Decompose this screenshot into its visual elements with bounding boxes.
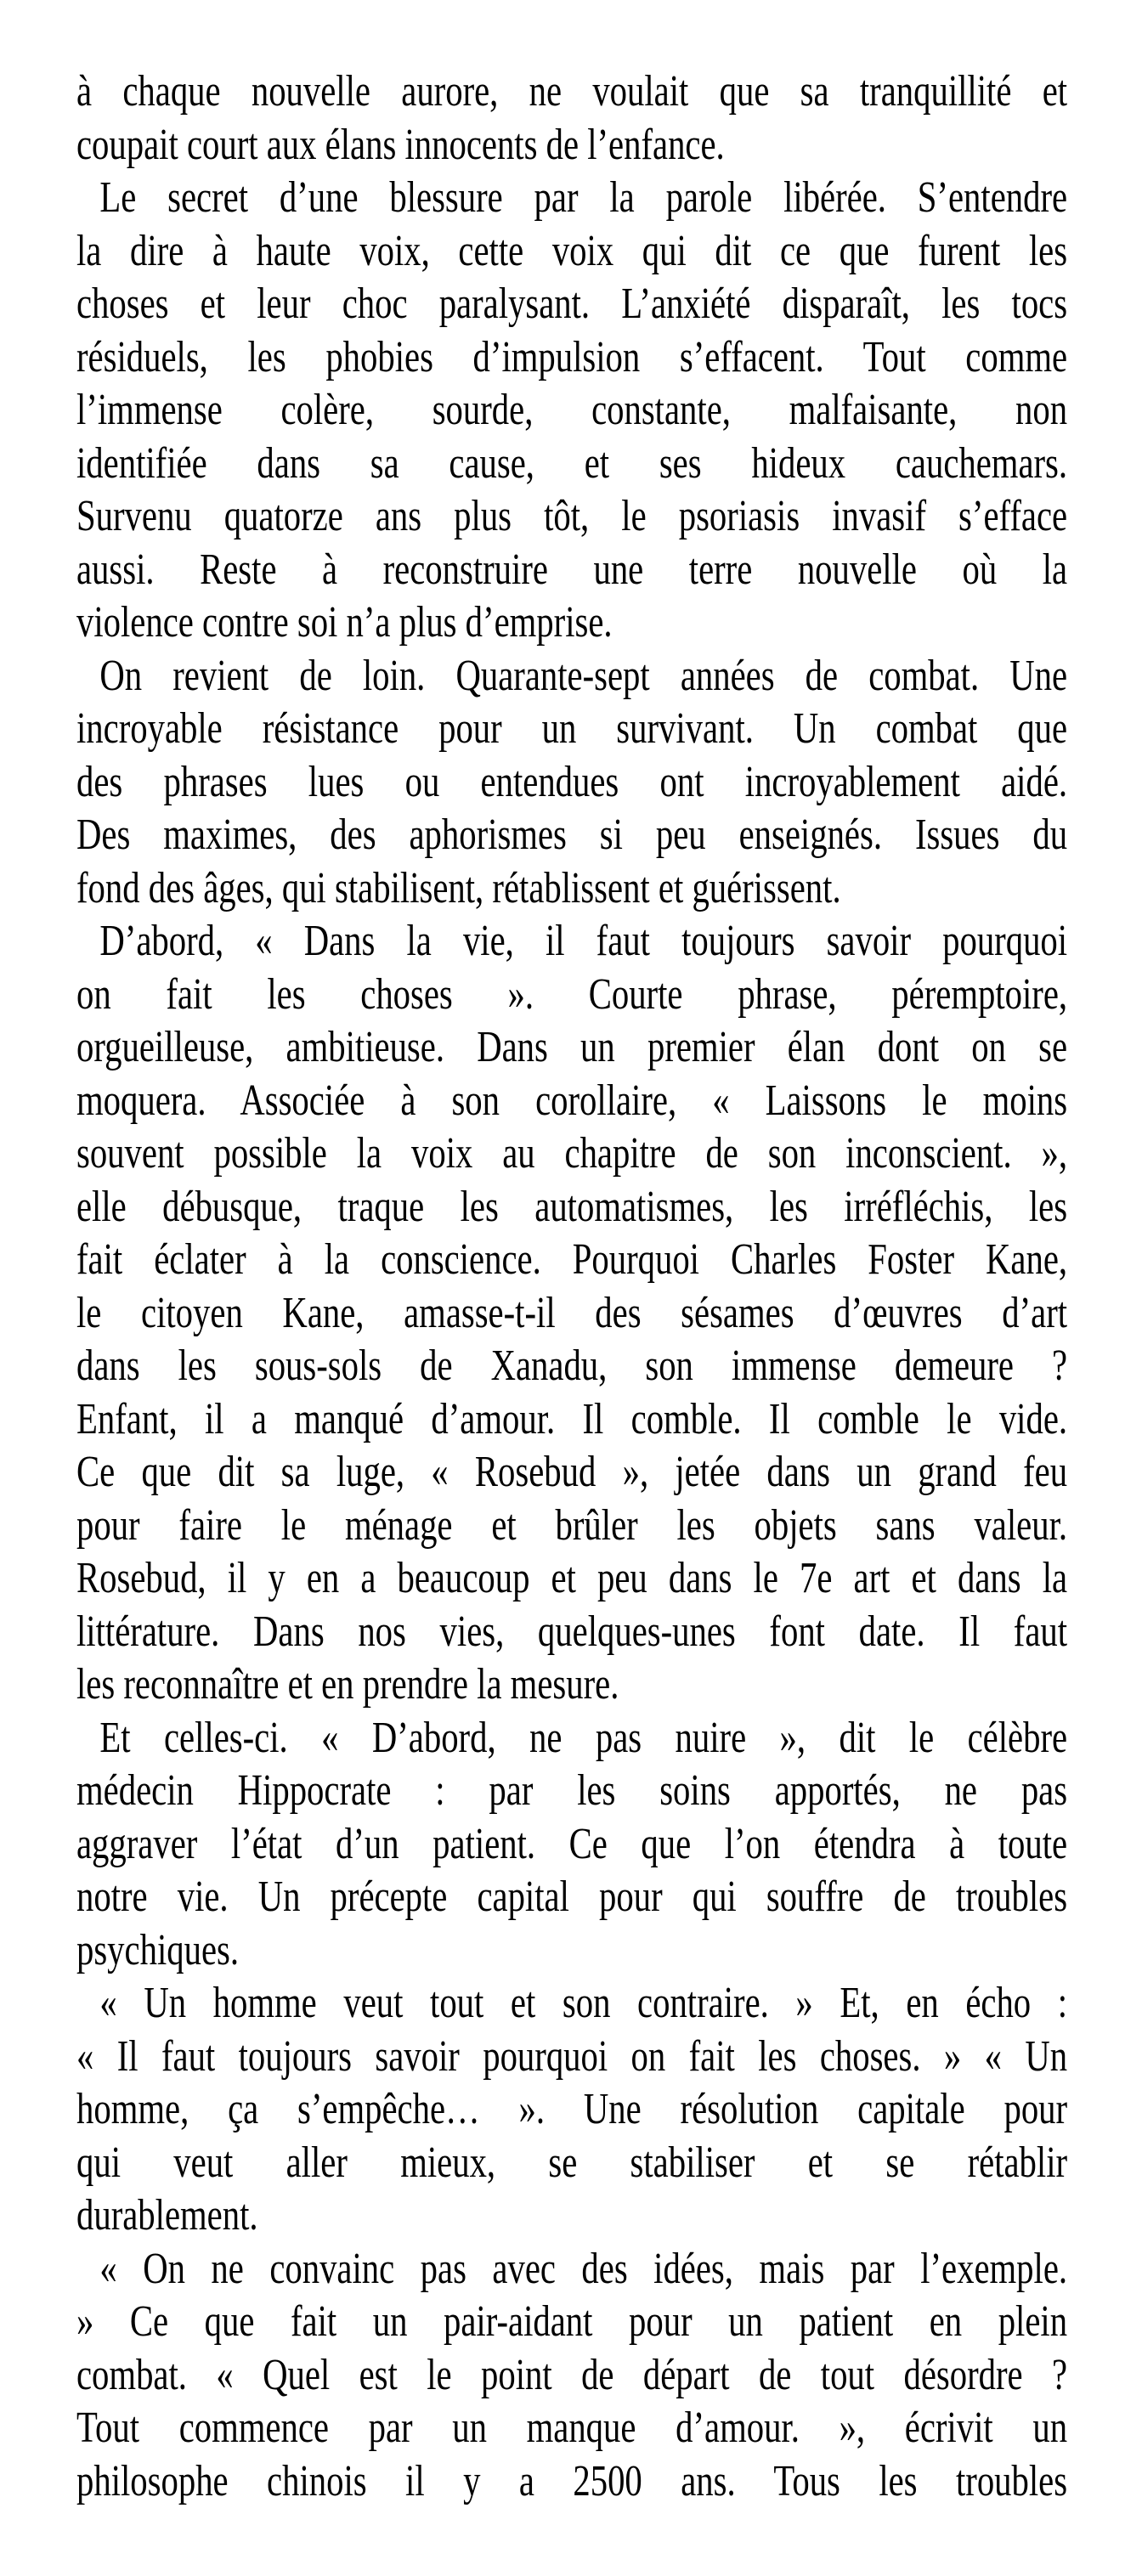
text-line: D’abord, « Dans la vie, il faut toujours savoir pourquoi — [99, 917, 1068, 965]
text-line: à chaque nouvelle aurore, ne voulait que sa tranquillité et — [76, 67, 1068, 116]
text-line: « On ne convainc pas avec des idées, mais par l’exemple. — [99, 2244, 1068, 2293]
text-line: notre vie. Un précepte capital pour qui souffre de troubles — [76, 1873, 1068, 1921]
text-line: aussi. Reste à reconstruire une terre nouvelle où la — [76, 545, 1068, 594]
text-line: fond des âges, qui stabilisent, rétablissent et guérissent. — [76, 863, 841, 912]
text-line: on fait les choses ». Courte phrase, péremptoire, — [76, 969, 1068, 1019]
text-line: dans les sous-sols de Xanadu, son immense demeure ? — [76, 1342, 1068, 1390]
text-line: aggraver l’état d’un patient. Ce que l’on étendra à toute — [76, 1819, 1068, 1868]
text-line: philosophe chinois il y a 2500 ans. Tous les troubles — [76, 2456, 1068, 2505]
text-line: combat. « Quel est le point de départ de tout désordre ? — [76, 2350, 1068, 2399]
text-line: violence contre soi n’a plus d’emprise. — [76, 598, 613, 647]
text-line: résiduels, les phobies d’impulsion s’effacent. Tout comme — [76, 332, 1068, 381]
text-line: la dire à haute voix, cette voix qui dit ce que furent les — [76, 226, 1068, 275]
text-line: durablement. — [76, 2191, 258, 2240]
text-line: médecin Hippocrate : par les soins apportés, ne pas — [76, 1766, 1068, 1815]
text-line: » Ce que fait un pair-aidant pour un patient en plein — [76, 2297, 1068, 2346]
text-line: l’immense colère, sourde, constante, malfaisante, non — [76, 386, 1068, 434]
text-line: « Il faut toujours savoir pourquoi on fait les choses. » « Un — [76, 2031, 1068, 2081]
text-line: choses et leur choc paralysant. L’anxiété disparaît, les tocs — [76, 280, 1068, 328]
text-line: Rosebud, il y en a beaucoup et peu dans le 7e art et dans la — [76, 1554, 1068, 1602]
text-line: littérature. Dans nos vies, quelques-unes font date. Il faut — [76, 1607, 1068, 1656]
text-line: Des maximes, des aphorismes si peu enseignés. Issues du — [76, 811, 1068, 859]
text-line: souvent possible la voix au chapitre de son inconscient. », — [76, 1129, 1068, 1178]
text-line: Tout commence par un manque d’amour. », écrivit un — [76, 2404, 1068, 2452]
text-line: moquera. Associée à son corollaire, « Laissons le moins — [76, 1076, 1068, 1125]
text-line: Ce que dit sa luge, « Rosebud », jetée dans un grand feu — [76, 1448, 1068, 1496]
text-line: « Un homme veut tout et son contraire. » Et, en écho : — [99, 1979, 1068, 2027]
text-line: identifiée dans sa cause, et ses hideux cauchemars. — [76, 438, 1068, 488]
text-line: Survenu quatorze ans plus tôt, le psoriasis invasif s’efface — [76, 492, 1068, 540]
text-line: Enfant, il a manqué d’amour. Il comble. Il comble le vide. — [76, 1394, 1068, 1443]
text-line: le citoyen Kane, amasse-t-il des sésames d’œuvres d’art — [76, 1288, 1068, 1337]
text-line: fait éclater à la conscience. Pourquoi Charles Foster Kane, — [76, 1235, 1068, 1284]
text-line: Le secret d’une blessure par la parole libérée. S’entendre — [99, 173, 1068, 222]
text-line: les reconnaître et en prendre la mesure. — [76, 1660, 619, 1709]
text-line: coupait court aux élans innocents de l’enfance. — [76, 120, 725, 169]
text-line: psychiques. — [76, 1925, 240, 1974]
text-line: des phrases lues ou entendues ont incroyablement aidé. — [76, 757, 1068, 806]
text-line: homme, ça s’empêche… ». Une résolution capitale pour — [76, 2085, 1068, 2133]
text-line: elle débusque, traque les automatismes, les irréfléchis, les — [76, 1182, 1068, 1231]
text-line: pour faire le ménage et brûler les objets sans valeur. — [76, 1500, 1068, 1550]
text-line: orgueilleuse, ambitieuse. Dans un premier élan dont on se — [76, 1023, 1068, 1071]
text-line: qui veut aller mieux, se stabiliser et se rétablir — [76, 2138, 1068, 2187]
text-line: Et celles-ci. « D’abord, ne pas nuire », dit le célèbre — [99, 1713, 1068, 1762]
book-page-text — [76, 65, 1067, 2508]
text-line: incroyable résistance pour un survivant. Un combat que — [76, 704, 1068, 753]
text-line: On revient de loin. Quarante-sept années de combat. Une — [99, 651, 1068, 700]
